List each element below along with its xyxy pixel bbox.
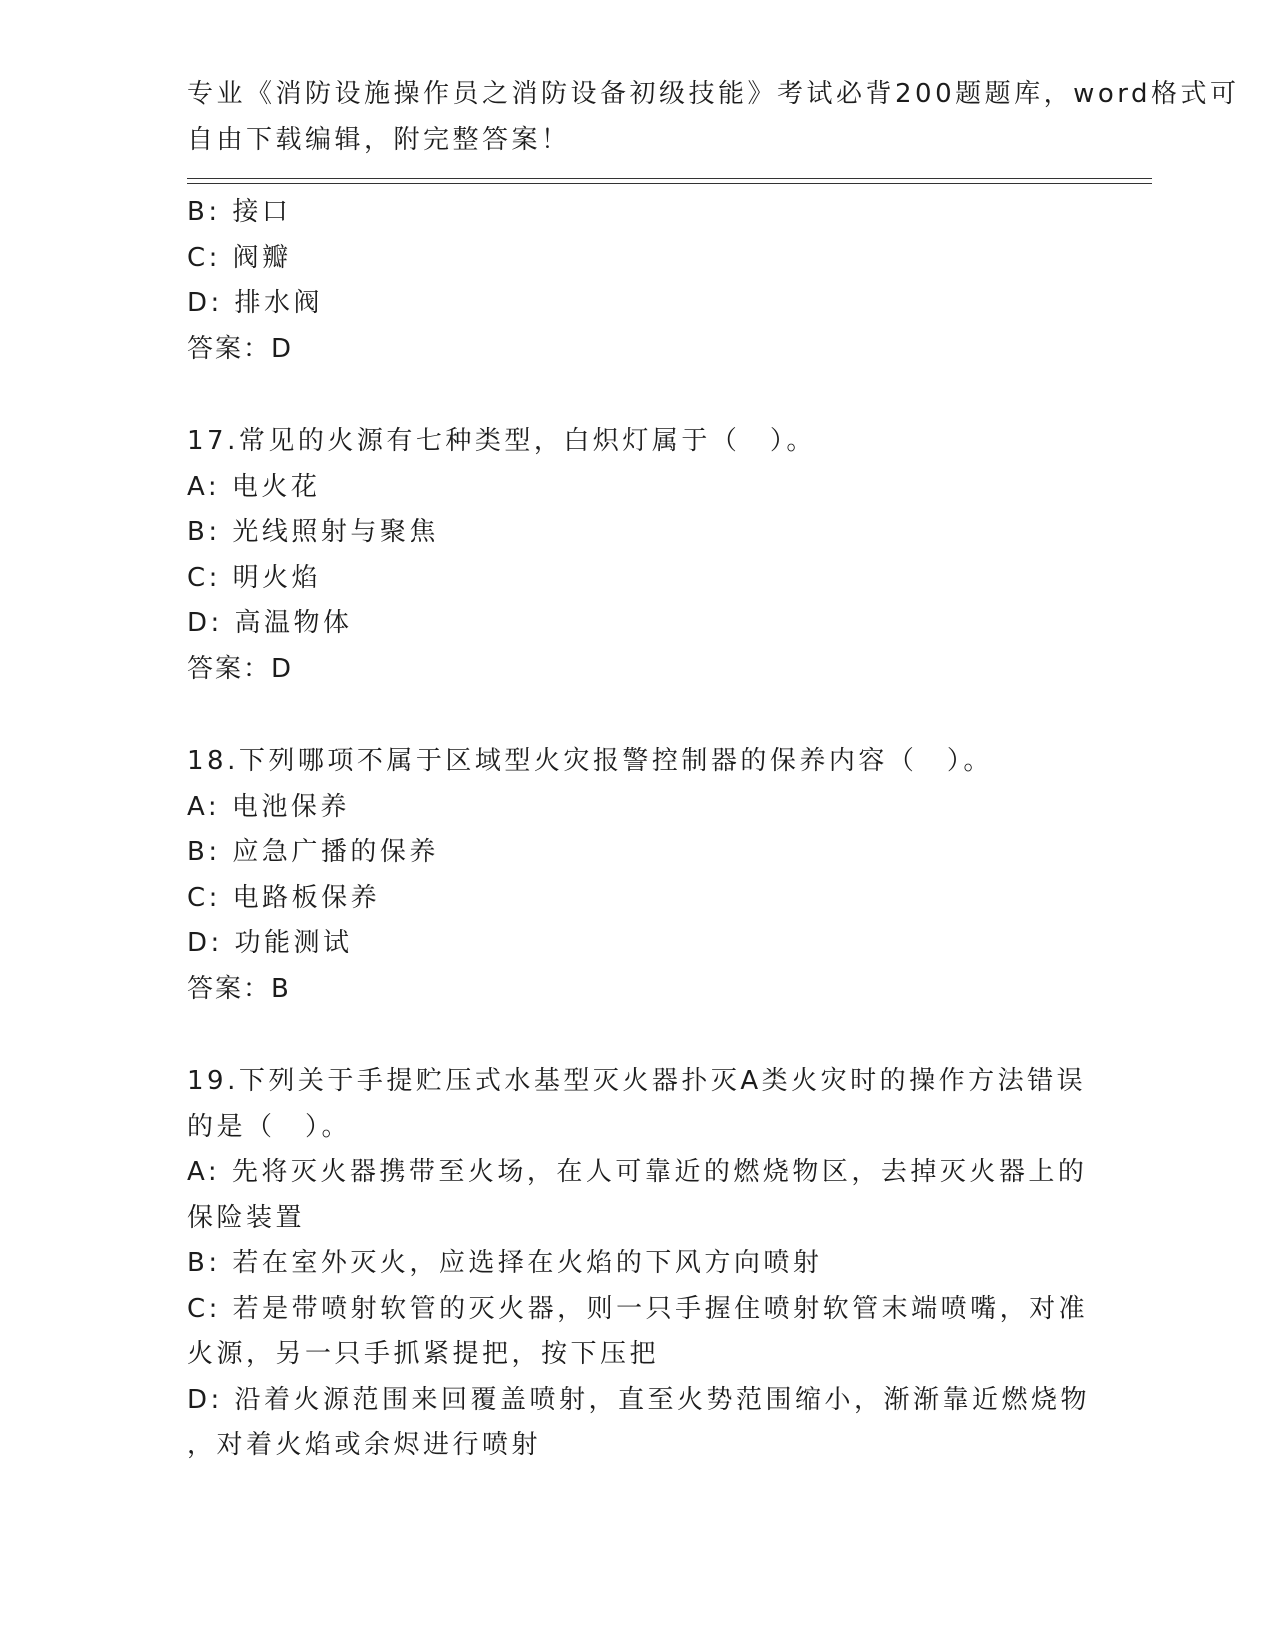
option-c-line-2: 火源，另一只手抓紧提把，按下压把 xyxy=(187,1339,660,1369)
answer: 答案：D xyxy=(187,653,294,684)
header-line-2: 自由下载编辑，附完整答案！ xyxy=(187,124,571,155)
option-a: A: 电池保养 xyxy=(187,791,350,822)
spacer xyxy=(187,1012,1087,1059)
question-17 xyxy=(187,419,1087,692)
option-d: D: 功能测试 xyxy=(187,928,353,958)
option-a-line-1: A: 先将灭火器携带至火场，在人可靠近的燃烧物区，去掉灭火器上的 xyxy=(187,1157,1088,1187)
spacer xyxy=(187,372,1087,419)
option-c-line-1: C: 若是带喷射软管的灭火器，则一只手握住喷射软管末端喷嘴，对准 xyxy=(187,1293,1089,1324)
spacer xyxy=(187,692,1087,739)
header-rule-bottom xyxy=(187,183,1152,184)
answer: 答案：D xyxy=(187,333,294,364)
question-stem: 17.常见的火源有七种类型，白炽灯属于（ ）。 xyxy=(187,426,816,456)
option-d: D: 高温物体 xyxy=(187,608,353,638)
option-d: D: 排水阀 xyxy=(187,288,324,318)
option-a: A: 电火花 xyxy=(187,471,321,502)
option-b: B: 若在室外灭火，应选择在火焰的下风方向喷射 xyxy=(187,1248,823,1278)
option-c: C: 电路板保养 xyxy=(187,882,381,913)
option-d-line-1: D: 沿着火源范围来回覆盖喷射，直至火势范围缩小，渐渐靠近燃烧物 xyxy=(187,1384,1091,1415)
option-b: B: 光线照射与聚焦 xyxy=(187,517,439,547)
option-a-line-2: 保险装置 xyxy=(187,1202,306,1233)
option-c: C: 阀瓣 xyxy=(187,242,292,273)
option-d-line-2: ，对着火焰或余烬进行喷射 xyxy=(187,1430,542,1460)
question-stem-line-2: 的是（ ）。 xyxy=(187,1111,352,1142)
question-18 xyxy=(187,739,1087,1012)
page-header xyxy=(187,72,1240,163)
question-16-tail xyxy=(187,190,1087,372)
question-19 xyxy=(187,1059,1091,1469)
option-c: C: 明火焰 xyxy=(187,562,322,593)
question-stem-line-1: 19.下列关于手提贮压式水基型灭火器扑灭A类火灾时的操作方法错误 xyxy=(187,1066,1087,1096)
header-line-1: 专业《消防设施操作员之消防设备初级技能》考试必背200题题库，word格式可 xyxy=(187,79,1240,109)
option-b: B: 接口 xyxy=(187,197,292,227)
question-list xyxy=(187,190,1091,1469)
answer: 答案：B xyxy=(187,973,291,1004)
header-rule-top xyxy=(187,178,1152,179)
question-stem: 18.下列哪项不属于区域型火灾报警控制器的保养内容（ ）。 xyxy=(187,746,993,776)
option-b: B: 应急广播的保养 xyxy=(187,837,439,867)
